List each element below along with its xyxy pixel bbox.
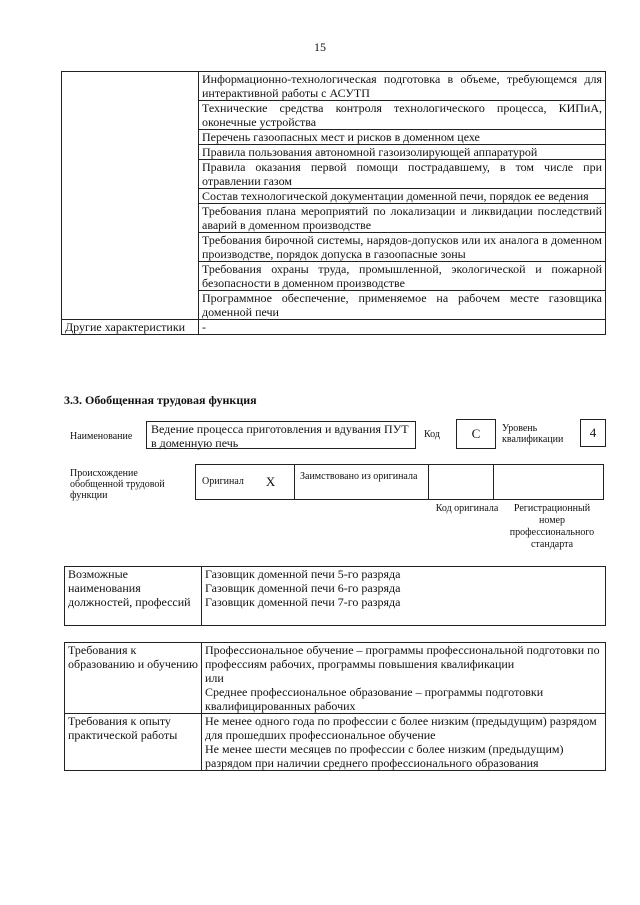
knowledge-item: Правила оказания первой помощи пострадавшему, в том числе при отравлении газом: [199, 160, 606, 189]
positions-label: Возможные наименования должностей, профессий: [65, 567, 202, 626]
knowledge-item: Информационно-технологическая подготовка в объеме, требующемся для интерактивной работы с АСУТП: [199, 72, 606, 101]
knowledge-item: Требования плана мероприятий по локализации и ликвидации последствий аварий в доменном производстве: [199, 204, 606, 233]
knowledge-item: Состав технологической документации доменной печи, порядок ее ведения: [199, 189, 606, 204]
list-item: Газовщик доменной печи 6-го разряда: [205, 581, 401, 595]
other-characteristics-value: -: [199, 320, 606, 335]
list-item: Среднее профессиональное образование – программы подготовки квалифицированных рабочих: [205, 685, 544, 713]
table-row: [62, 320, 606, 335]
original-label: Оригинал: [202, 476, 244, 487]
function-name-box: Ведение процесса приготовления и вдувания ПУТ в доменную печь: [146, 421, 416, 449]
knowledge-table: [61, 71, 606, 335]
level-value-box: 4: [580, 419, 606, 447]
code-original-cell: [428, 464, 494, 500]
table-row: [65, 643, 606, 714]
borrowed-cell: Заимствовано из оригинала: [294, 464, 429, 500]
list-item: Профессиональное обучение – программы профессиональной подготовки по профессиям рабочих, программы повышения квалификации: [205, 643, 600, 671]
experience-label: Требования к опыту практической работы: [65, 714, 202, 771]
knowledge-item: Правила пользования автономной газоизолирующей аппаратурой: [199, 145, 606, 160]
knowledge-label-cell: [62, 72, 199, 320]
level-label: Уровень квалификации: [502, 423, 564, 445]
original-mark: X: [265, 474, 276, 489]
knowledge-item: Требования бирочной системы, нарядов-допусков или их аналога в доменном производстве, порядок допуска в газоопасные зоны: [199, 233, 606, 262]
section-title: 3.3. Обобщенная трудовая функция: [64, 393, 257, 407]
other-characteristics-label: Другие характеристики: [62, 320, 199, 335]
education-list: [202, 643, 606, 714]
page-number: 15: [314, 40, 326, 54]
list-item: Не менее шести месяцев по профессии с более низким (предыдущим) разрядом при наличии среднего профессионального образования: [205, 742, 564, 770]
experience-list: [202, 714, 606, 771]
knowledge-item: Перечень газоопасных мест и рисков в доменном цехе: [199, 130, 606, 145]
table-row: [65, 567, 606, 626]
list-item: Газовщик доменной печи 5-го разряда: [205, 567, 401, 581]
knowledge-item: Технические средства контроля технологического процесса, КИПиА, оконечные устройства: [199, 101, 606, 130]
knowledge-item: Требования охраны труда, промышленной, экологической и пожарной безопасности в доменном производстве: [199, 262, 606, 291]
list-item: Газовщик доменной печи 7-го разряда: [205, 595, 401, 609]
code-value-box: С: [456, 419, 496, 449]
name-label: Наименование: [70, 431, 133, 442]
reg-number-cell: [493, 464, 604, 500]
code-original-label: Код оригинала: [435, 503, 499, 514]
requirements-table: [64, 642, 606, 771]
table-row: [62, 72, 606, 101]
origin-row: [195, 464, 604, 500]
code-label: Код: [424, 429, 440, 440]
origin-label: Происхождение обобщенной трудовой функции: [70, 468, 165, 501]
knowledge-item: Программное обеспечение, применяемое на рабочем месте газовщика доменной печи: [199, 291, 606, 320]
reg-number-label: Регистрационный номер профессионального стандарта: [509, 503, 595, 550]
list-item: Не менее одного года по профессии с более низким (предыдущим) разрядом для прошедших профессиональное обучение: [205, 714, 597, 742]
positions-list: [202, 567, 606, 626]
table-row: [65, 714, 606, 771]
education-label: Требования к образованию и обучению: [65, 643, 202, 714]
list-item: или: [205, 671, 224, 685]
original-cell: [195, 464, 295, 500]
positions-table: [64, 566, 606, 626]
